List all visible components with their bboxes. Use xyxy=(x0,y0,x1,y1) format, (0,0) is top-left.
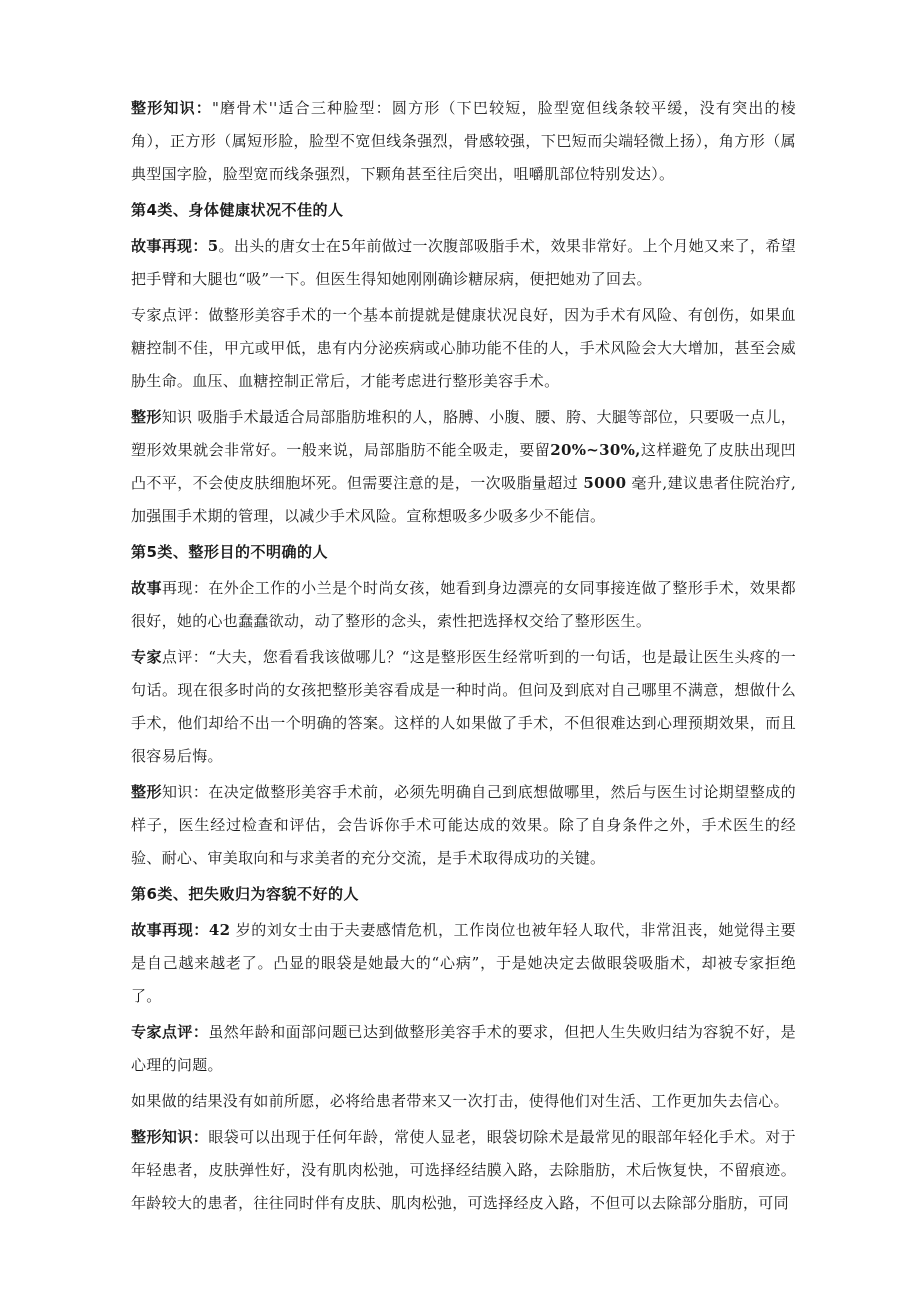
paragraph-text: 眼袋可以出现于任何年龄，常使人显老，眼袋切除术是最常见的眼部年轻化手术。对于年轻患者，皮肤弹性好，没有肌肉松弛，可选择经结膜入路，去除脂肪，术后恢复快，不留痕迹。年龄较大的患者，往往同时伴有皮肤、肌肉松弛，可选择经皮入路，不但可以去除部分脂肪，可同 xyxy=(131,1128,796,1212)
section-label: 专家 xyxy=(131,648,162,666)
category-heading-6: 第6类、把失败归为容貌不好的人 xyxy=(131,885,359,903)
section-label-tail: 知识： xyxy=(161,783,209,801)
document-page xyxy=(131,92,796,1223)
paragraph-text: 虽然年龄和面部问题已达到做整形美容手术的要求，但把人生失败归结为容貌不好，是心理的问题。 xyxy=(131,1023,796,1074)
paragraph-text: “大夫，您看看我该做哪儿？“这是整形医生经常听到的一句话，也是最让医生头疼的一句话。现在很多时尚的女孩把整形美容看成是一种时尚。但问及到底对自己哪里不满意，想做什么手术，他们却给不出一个明确的答案。这样的人如果做了手术，不但很难达到心理预期效果，而且很容易后悔。 xyxy=(131,648,796,765)
section-label: 整形 xyxy=(131,783,162,801)
paragraph-expert-5 xyxy=(131,641,796,773)
volume-value: 5000 xyxy=(583,474,627,492)
section-label-tail: 知识 xyxy=(161,408,193,426)
paragraph-story-4 xyxy=(131,230,796,296)
section-label: 故事 xyxy=(131,579,162,597)
paragraph-consequence xyxy=(131,1085,796,1118)
section-label: 整形知识： xyxy=(131,99,213,117)
paragraph-expert-6 xyxy=(131,1016,796,1082)
section-label: 整形 xyxy=(131,408,162,426)
age-number: 5 xyxy=(207,237,219,255)
section-label: 专家点评： xyxy=(131,306,209,324)
paragraph-expert-4 xyxy=(131,299,796,398)
paragraph-text: 这样避免了皮肤出现凹凸不平，不会使皮肤细胞坏死。但需要注意的是，一次吸脂量超过 xyxy=(131,441,796,492)
paragraph-text: 毫升,建议患者住院治疗,加强围手术期的管理，以减少手术风险。宣称想吸多少吸多少不能信。 xyxy=(131,474,797,525)
section-label: 故事再现： xyxy=(131,921,209,939)
paragraph-text: 。出头的唐女士在5年前做过一次腹部吸脂手术，效果非常好。上个月她又来了，希望把手臂和大腿也“吸”一下。但医生得知她刚刚确诊糖尿病，便把她劝了回去。 xyxy=(131,237,796,288)
percent-value: 20%~30%, xyxy=(550,441,641,459)
category-heading-4: 第4类、身体健康状况不佳的人 xyxy=(131,201,344,219)
paragraph-knowledge-5 xyxy=(131,776,796,875)
age-number: 42 xyxy=(208,921,231,939)
paragraph-text: "磨骨术''适合三种脸型：圆方形（下巴较短，脸型宽但线条较平缓，没有突出的棱角），正方形（属短形脸，脸型不宽但线条强烈，骨感较强，下巴短而尖端轻微上扬），角方形（属典型国字脸，脸型宽而线条强烈，下颗角甚至往后突出，咀嚼肌部位特别发达）。 xyxy=(131,99,796,183)
paragraph-knowledge-4 xyxy=(131,401,796,533)
paragraph-text: 如果做的结果没有如前所愿，必将给患者带来又一次打击，使得他们对生活、工作更加失去信心。 xyxy=(131,1092,789,1110)
paragraph-text: 吸脂手术最适合局部脂肪堆积的人，胳膊、小腹、腰、胯、大腿等部位，只要吸一点儿，塑形效果就会非常好。一般来说，局部脂肪不能全吸走，要留 xyxy=(131,408,796,459)
paragraph-story-5 xyxy=(131,572,796,638)
paragraph-bone-grinding-knowledge xyxy=(131,92,796,191)
section-label-tail: 再现： xyxy=(161,579,209,597)
section-label: 故事再现： xyxy=(131,237,208,255)
paragraph-story-6 xyxy=(131,914,796,1013)
paragraph-knowledge-6 xyxy=(131,1121,796,1220)
category-heading-5: 第5类、整形目的不明确的人 xyxy=(131,543,328,561)
paragraph-text: 岁的刘女士由于夫妻感情危机，工作岗位也被年轻人取代，非常沮丧，她觉得主要是自己越来越老了。凸显的眼袋是她最大的“心病”，于是她决定去做眼袋吸脂术，却被专家拒绝了。 xyxy=(131,921,796,1005)
section-label: 专家点评： xyxy=(131,1023,209,1041)
paragraph-text: 在外企工作的小兰是个时尚女孩，她看到身边漂亮的女同事接连做了整形手术，效果都很好，她的心也蠢蠢欲动，动了整形的念头，索性把选择权交给了整形医生。 xyxy=(131,579,796,630)
section-label: 整形知识： xyxy=(131,1128,209,1146)
section-label-tail: 点评： xyxy=(161,648,209,666)
paragraph-text: 在决定做整形美容手术前，必须先明确自己到底想做哪里，然后与医生讨论期望整成的样子，医生经过检查和评估，会告诉你手术可能达成的效果。除了自身条件之外，手术医生的经验、耐心、审美取向和与求美者的充分交流，是手术取得成功的关键。 xyxy=(131,783,796,867)
paragraph-text: 做整形美容手术的一个基本前提就是健康状况良好，因为手术有风险、有创伤，如果血糖控制不佳，甲亢或甲低，患有内分泌疾病或心肺功能不佳的人，手术风险会大大增加，甚至会威胁生命。血压、血糖控制正常后，才能考虑进行整形美容手术。 xyxy=(131,306,796,390)
